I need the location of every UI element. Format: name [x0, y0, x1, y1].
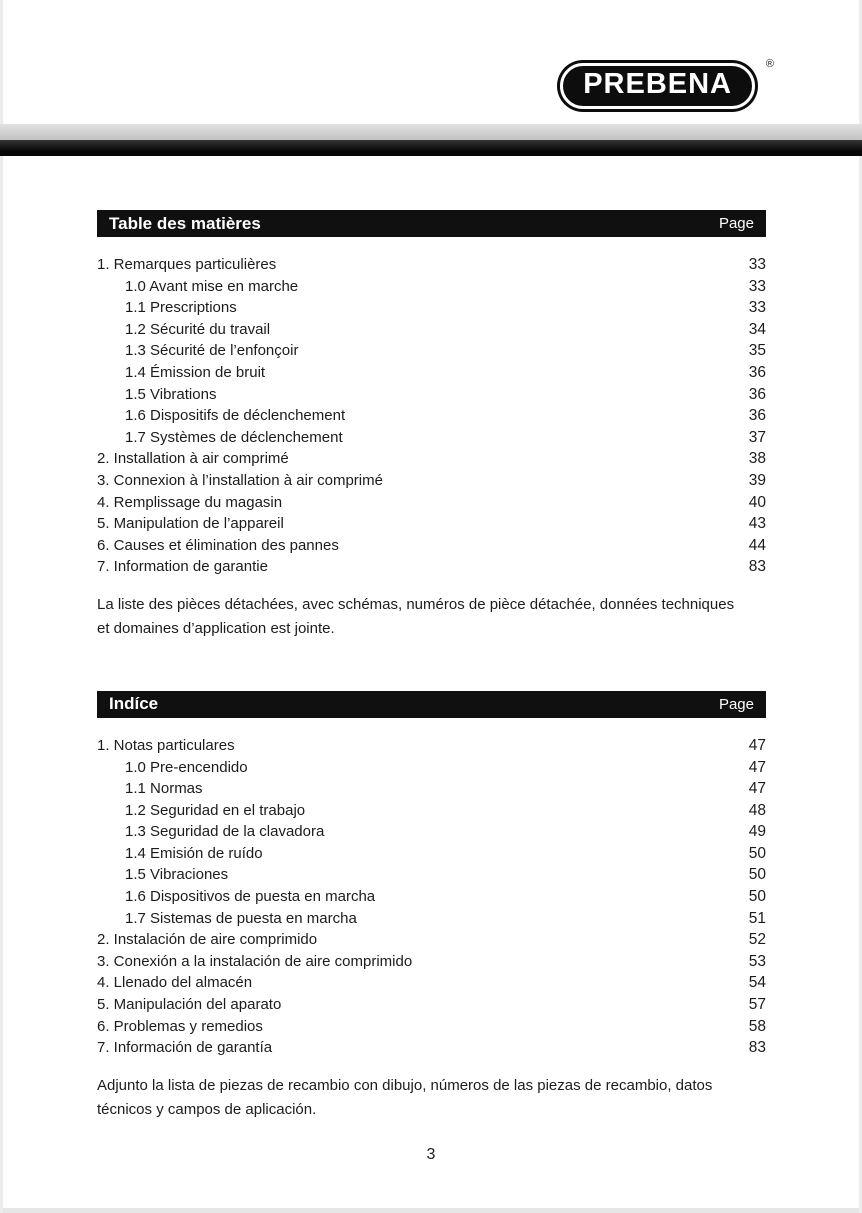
- toc-entry-page: 33: [748, 299, 766, 317]
- toc-entry-page: 54: [748, 974, 766, 992]
- toc-entry-label: 2. Installation à air comprimé: [97, 450, 289, 468]
- toc-entry-label: 4. Llenado del almacén: [97, 974, 253, 992]
- toc-entry: [97, 800, 766, 822]
- toc-entry: [97, 254, 766, 276]
- toc-entry-label: 1.0 Avant mise en marche: [125, 277, 299, 295]
- toc-list: [97, 254, 766, 578]
- toc-entry-page: 39: [748, 471, 766, 489]
- toc-entry-label: 1. Notas particulares: [97, 736, 235, 754]
- toc-entry: [97, 340, 766, 362]
- toc-entry: [97, 513, 766, 535]
- dark-divider-band: [0, 140, 862, 156]
- toc-list: [97, 735, 766, 1059]
- toc-entry-page: 44: [748, 536, 766, 554]
- toc-entry-page: 48: [748, 801, 766, 819]
- toc-entry-label: 6. Causes et élimination des pannes: [97, 536, 339, 554]
- toc-entry: [97, 886, 766, 908]
- toc-entry-label: 5. Manipulación del aparato: [97, 996, 282, 1014]
- toc-entry-label: 1.2 Sécurité du travail: [125, 320, 271, 338]
- toc-entry: [97, 778, 766, 800]
- toc-entry-label: 1.6 Dispositifs de déclenchement: [125, 407, 346, 425]
- section-note: Adjunto la lista de piezas de recambio con dibujo, números de las piezas de recambio, datos técnicos y campos de aplicación.: [97, 1076, 713, 1118]
- toc-entry-page: 36: [748, 363, 766, 381]
- toc-entry-page: 33: [748, 277, 766, 295]
- toc-entry-page: 40: [748, 493, 766, 511]
- toc-entry: [97, 929, 766, 951]
- section-title: Indíce: [109, 694, 159, 714]
- toc-entry: [97, 994, 766, 1016]
- section-header: [97, 691, 766, 718]
- toc-entry: [97, 319, 766, 341]
- toc-entry-page: 43: [748, 515, 766, 533]
- toc-entry-page: 47: [748, 758, 766, 776]
- toc-entry-page: 57: [748, 996, 766, 1014]
- toc-entry: [97, 735, 766, 757]
- toc-entry-label: 1. Remarques particulières: [97, 256, 277, 273]
- toc-entry-page: 50: [748, 866, 766, 884]
- section-title: Table des matières: [109, 213, 261, 233]
- toc-entry-page: 33: [748, 256, 766, 273]
- toc-entry-label: 1.0 Pre-encendido: [125, 758, 248, 776]
- toc-entry-label: 3. Connexion à l’installation à air comprimé: [97, 471, 383, 489]
- toc-entry: [97, 757, 766, 779]
- toc-entry-label: 3. Conexión a la instalación de aire comprimido: [97, 952, 413, 970]
- toc-entry-page: 47: [748, 736, 766, 754]
- toc-entry: [97, 362, 766, 384]
- toc-entry: [97, 297, 766, 319]
- toc-entry: [97, 972, 766, 994]
- toc-entry-label: 1.3 Seguridad de la clavadora: [125, 823, 325, 841]
- toc-entry-page: 50: [748, 844, 766, 862]
- toc-entry-page: 49: [748, 823, 766, 841]
- toc-entry: [97, 556, 766, 578]
- toc-entry-label: 1.6 Dispositivos de puesta en marcha: [125, 888, 376, 906]
- toc-entry-label: 7. Información de garantía: [97, 1039, 273, 1057]
- toc-entry: [97, 405, 766, 427]
- section-note: La liste des pièces détachées, avec schémas, numéros de pièce détachée, données techniques et domaines d’application est jointe.: [97, 595, 735, 637]
- page-column-label: Page: [718, 215, 754, 232]
- toc-entry: [97, 843, 766, 865]
- toc-entry-page: 83: [748, 558, 766, 576]
- toc-entry-label: 5. Manipulation de l’appareil: [97, 515, 284, 533]
- toc-section-french: [97, 210, 766, 641]
- toc-entry-label: 1.7 Sistemas de puesta en marcha: [125, 909, 357, 927]
- toc-entry: [97, 908, 766, 930]
- toc-entry-page: 35: [748, 342, 766, 360]
- toc-entry-page: 38: [748, 450, 766, 468]
- toc-entry-page: 51: [748, 909, 766, 927]
- prebena-logo-frame: [560, 63, 755, 109]
- toc-entry-page: 47: [748, 780, 766, 798]
- toc-entry-label: 1.1 Prescriptions: [125, 299, 237, 317]
- toc-entry-page: 58: [748, 1017, 766, 1035]
- toc-entry-page: 53: [748, 952, 766, 970]
- toc-entry-label: 4. Remplissage du magasin: [97, 493, 283, 511]
- prebena-logo: [557, 60, 758, 112]
- toc-entry-label: 1.4 Émission de bruit: [125, 363, 266, 381]
- toc-entry-label: 1.4 Emisión de ruído: [125, 844, 263, 862]
- toc-entry: [97, 951, 766, 973]
- prebena-logo-text: PREBENA: [583, 68, 732, 100]
- toc-entry-label: 1.5 Vibraciones: [125, 866, 229, 884]
- toc-entry-label: 1.7 Systèmes de déclenchement: [125, 428, 343, 446]
- toc-entry-page: 34: [748, 320, 766, 338]
- toc-entry-page: 83: [748, 1039, 766, 1057]
- toc-entry-label: 1.5 Vibrations: [125, 385, 217, 403]
- toc-entry-page: 36: [748, 385, 766, 403]
- toc-entry: [97, 448, 766, 470]
- toc-section-spanish: [97, 691, 766, 1122]
- toc-entry: [97, 1016, 766, 1038]
- gray-divider-band: [0, 124, 862, 140]
- page-column-label: Page: [718, 695, 754, 713]
- toc-entry-label: 2. Instalación de aire comprimido: [97, 931, 318, 949]
- registered-trademark-symbol: ®: [765, 58, 774, 70]
- toc-entry-label: 1.2 Seguridad en el trabajo: [125, 801, 306, 819]
- toc-entry-label: 1.1 Normas: [125, 780, 203, 798]
- toc-entry: [97, 864, 766, 886]
- toc-entry-page: 50: [748, 888, 766, 906]
- toc-entry: [97, 470, 766, 492]
- toc-entry-label: 1.3 Sécurité de l’enfonçoir: [125, 342, 299, 360]
- toc-entry: [97, 821, 766, 843]
- toc-entry: [97, 492, 766, 514]
- section-header: [97, 210, 766, 237]
- toc-entry: [97, 427, 766, 449]
- toc-entry-page: 37: [748, 428, 766, 446]
- page-content: [97, 210, 766, 1122]
- toc-entry: [97, 384, 766, 406]
- toc-entry-label: 7. Information de garantie: [97, 558, 268, 576]
- toc-entry: [97, 276, 766, 298]
- toc-entry-page: 52: [748, 931, 766, 949]
- toc-entry: [97, 535, 766, 557]
- toc-entry-label: 6. Problemas y remedios: [97, 1017, 263, 1035]
- toc-entry-page: 36: [748, 407, 766, 425]
- toc-entry: [97, 1037, 766, 1059]
- page-number: 3: [426, 1146, 436, 1163]
